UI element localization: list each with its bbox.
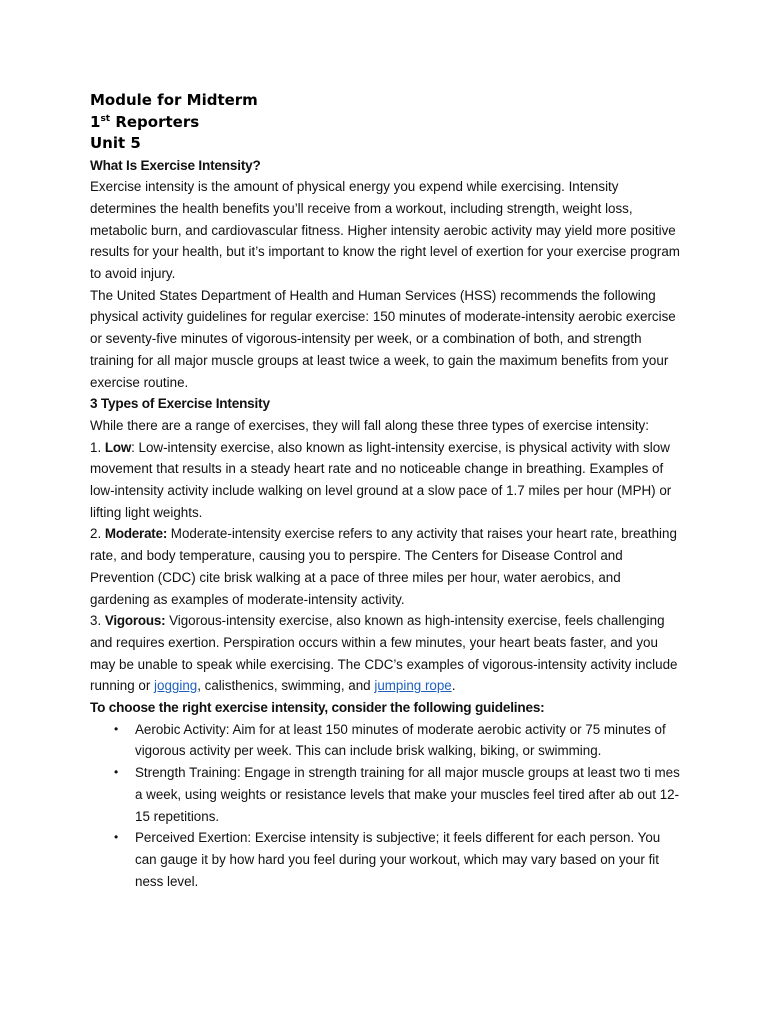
title-reporters-text: Reporters bbox=[110, 112, 200, 131]
paragraph-hss-guidelines: The United States Department of Health and Human Services (HSS) recommends the following physical activity guidelines for regular exercise: 150 minutes of moderate-intensity aerobic exercise or seventy-five minutes of vigorous-intensity per week, or a combination of both, and strength training for all major muscle groups at least twice a week, to gain the maximum benefits from your exercise routine. bbox=[90, 287, 676, 390]
heading-what-is-intensity: What Is Exercise Intensity? bbox=[90, 157, 261, 173]
bullet-icon: • bbox=[114, 765, 119, 780]
list-item bbox=[90, 827, 682, 892]
guidelines-list bbox=[90, 719, 682, 893]
document-title-block bbox=[90, 90, 682, 155]
title-unit: Unit 5 bbox=[90, 134, 141, 152]
type-moderate bbox=[90, 523, 682, 610]
link-jogging[interactable]: jogging bbox=[154, 678, 198, 694]
type-moderate-text: Moderate-intensity exercise refers to any activity that raises your heart rate, breathing rate, and body temperature, causing you to perspire. The Centers for Disease Control and Prevention (CDC) cite brisk walking at a pace of three miles per hour, water aerobics, and gardening as examples of moderate-intensity activity. bbox=[90, 526, 677, 607]
document-body bbox=[90, 90, 682, 892]
type-low-label: Low bbox=[104, 439, 132, 455]
type-vigorous-number: 3. bbox=[90, 613, 105, 629]
type-vigorous-text-end: . bbox=[451, 678, 456, 694]
heading-three-types: 3 Types of Exercise Intensity bbox=[90, 396, 270, 412]
type-moderate-label: Moderate: bbox=[104, 526, 168, 542]
link-jumping-rope[interactable]: jumping rope bbox=[374, 678, 452, 694]
title-reporters bbox=[90, 112, 682, 134]
list-item bbox=[90, 719, 682, 762]
title-reporters-ordinal: st bbox=[100, 113, 111, 124]
type-low-number: 1. bbox=[90, 439, 105, 455]
type-moderate-number: 2. bbox=[90, 526, 105, 542]
bullet-icon: • bbox=[114, 830, 119, 845]
title-module: Module for Midterm bbox=[90, 91, 258, 109]
type-vigorous-label: Vigorous: bbox=[104, 613, 166, 629]
bullet-icon: • bbox=[114, 721, 119, 736]
heading-choose-intensity: To choose the right exercise intensity, consider the following guidelines: bbox=[90, 700, 545, 716]
type-low bbox=[90, 437, 682, 524]
guideline-strength: Strength Training: Engage in strength training for all major muscle groups at least two ti mes a week, using weights or resistance levels that make your muscles feel tired after ab out 12-15 repetitions. bbox=[135, 765, 680, 824]
title-reporters-number: 1 bbox=[90, 112, 101, 131]
paragraph-intensity-definition: Exercise intensity is the amount of physical energy you expend while exercising. Intensity determines the health benefits you’ll receive from a workout, including strength, weight loss, metabolic burn, and cardiovascular fitness. Higher intensity aerobic activity may yield more positive results for your health, but it’s important to know the right level of exertion for your exercise program to avoid injury. bbox=[90, 179, 680, 282]
type-vigorous bbox=[90, 610, 682, 697]
type-low-text: : Low-intensity exercise, also known as light-intensity exercise, is physical activity with slow movement that results in a steady heart rate and no noticeable change in breathing. Examples of low-intensity activity include walking on level ground at a slow pace of 1.7 miles per hour (MPH) or lifting light weights. bbox=[90, 439, 672, 520]
list-item bbox=[90, 762, 682, 827]
guideline-perceived-exertion: Perceived Exertion: Exercise intensity is subjective; it feels different for each person. You can gauge it by how hard you feel during your workout, which may vary based on your fit ness level. bbox=[135, 830, 661, 889]
type-vigorous-text-mid: , calisthenics, swimming, and bbox=[197, 678, 375, 694]
type-vigorous-text: Vigorous-intensity exercise, also known as high-intensity exercise, feels challenging and requires exertion. Perspiration occurs within a few minutes, your heart beats faster, and you may be unable to speak while exercising. The CDC’s examples of vigorous-intensity activity include running or bbox=[90, 613, 678, 694]
paragraph-types-intro: While there are a range of exercises, they will fall along these three types of exercise intensity: bbox=[90, 417, 649, 433]
guideline-aerobic: Aerobic Activity: Aim for at least 150 minutes of moderate aerobic activity or 75 minutes of vigorous activity per week. This can include brisk walking, biking, or swimming. bbox=[135, 721, 666, 759]
